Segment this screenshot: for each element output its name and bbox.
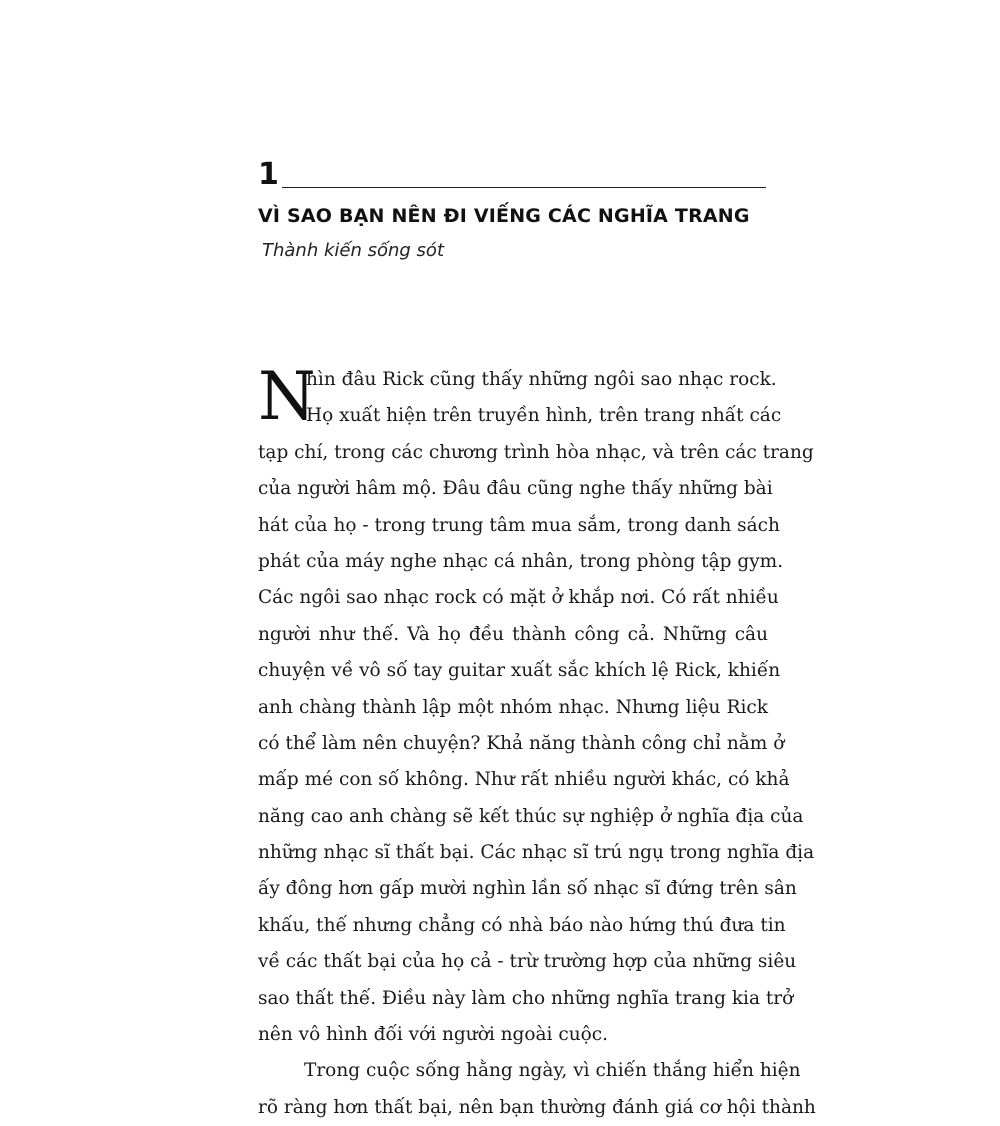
text-line: về các thất bại của họ cả - trừ trường hợp của những siêu (258, 951, 797, 973)
text-line: của người hâm mộ. Đâu đâu cũng nghe thấy những bài (258, 478, 773, 500)
chapter-number: 1 (258, 157, 279, 192)
body-text (258, 358, 816, 1126)
text-line: mấp mé con số không. Như rất nhiều người khác, có khả (258, 769, 790, 791)
text-line: khấu, thế nhưng chẳng có nhà báo nào hứng thú đưa tin (258, 914, 786, 936)
chapter-rule (282, 187, 766, 188)
text-line: hát của họ - trong trung tâm mua sắm, trong danh sách (258, 514, 780, 536)
text-line: phát của máy nghe nhạc cá nhân, trong phòng tập gym. (258, 550, 784, 572)
chapter-title: VÌ SAO BẠN NÊN ĐI VIẾNG CÁC NGHĨA TRANG (258, 205, 750, 227)
text-line: nên vô hình đối với người ngoài cuộc. (258, 1024, 609, 1046)
text-line: có thể làm nên chuyện? Khả năng thành công chỉ nằm ở (258, 732, 785, 754)
text-line: những nhạc sĩ thất bại. Các nhạc sĩ trú ngụ trong nghĩa địa (258, 842, 815, 864)
text-line: năng cao anh chàng sẽ kết thúc sự nghiệp ở nghĩa địa của (258, 805, 804, 827)
text-line: hìn đâu Rick cũng thấy những ngôi sao nhạc rock. (306, 369, 777, 390)
text-line: ấy đông hơn gấp mười nghìn lần số nhạc sĩ đứng trên sân (258, 878, 797, 900)
text-line: chuyện về vô số tay guitar xuất sắc khích lệ Rick, khiến (258, 660, 781, 682)
text-line: Trong cuộc sống hằng ngày, vì chiến thắng hiển hiện (304, 1060, 801, 1082)
drop-cap: N (258, 358, 316, 435)
text-line: người như thế. Và họ đều thành công cả. Những câu (258, 623, 768, 645)
text-line: anh chàng thành lập một nhóm nhạc. Nhưng liệu Rick (258, 696, 768, 718)
text-line: Họ xuất hiện trên truyền hình, trên trang nhất các (306, 405, 782, 427)
text-line: rõ ràng hơn thất bại, nên bạn thường đánh giá cơ hội thành (258, 1096, 816, 1118)
text-line: sao thất thế. Điều này làm cho những nghĩa trang kia trở (258, 987, 794, 1009)
text-line: Các ngôi sao nhạc rock có mặt ở khắp nơi. Có rất nhiều (258, 587, 779, 609)
chapter-subtitle: Thành kiến sống sót (262, 240, 444, 261)
text-line: tạp chí, trong các chương trình hòa nhạc, và trên các trang (258, 441, 814, 463)
